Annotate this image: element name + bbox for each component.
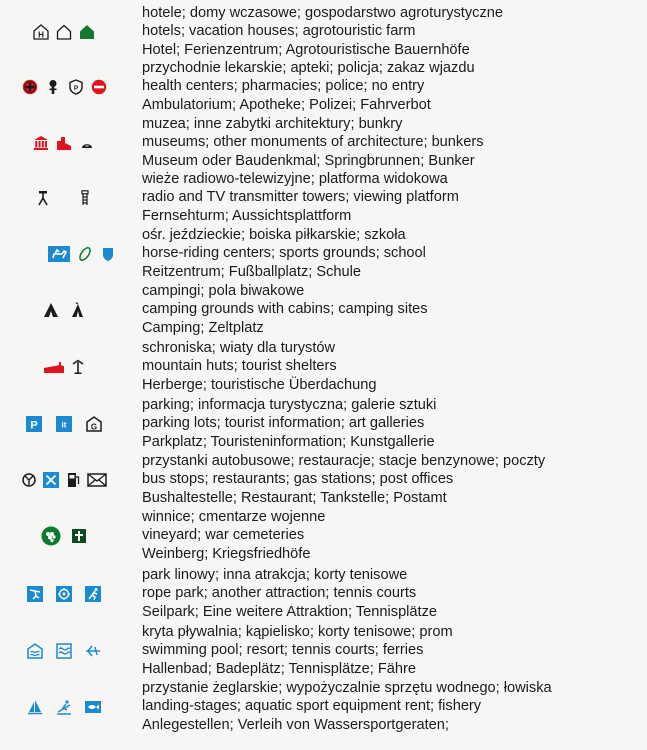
legend-text [142,115,484,170]
label-english: swimming pool; resort; tennis courts; ferries [142,642,424,659]
legend-text [142,4,503,59]
label-english: rope park; another attraction; tennis courts [142,585,417,602]
label-german: Anlegestellen; Verleih von Wassersportgeraten; [142,716,449,733]
legend-icons [0,396,128,452]
bunker-icon [79,135,95,151]
legend-icons [0,226,128,282]
transmitter-tower-icon [35,190,51,206]
art-gallery-icon [86,416,102,432]
label-polish: hotele; domy wczasowe; gospodarstwo agroturystyczne [142,5,503,21]
no-entry-icon [91,79,107,95]
label-german: Ambulatorium; Apotheke; Polizei; Fahrverbot [142,96,431,113]
legend-entry-camping [0,282,647,338]
legend-text [142,226,426,281]
bathing-resort-icon [56,643,72,659]
legend-icons [0,59,128,115]
label-german: Camping; Zeltplatz [142,319,264,336]
label-german: Parkplatz; Touristeninformation; Kunstgallerie [142,433,435,450]
legend-entry-monuments [0,115,647,171]
label-polish: kryta pływalnia; kąpielisko; korty tenisowe; prom [142,624,453,640]
camp-site-icon [69,302,85,318]
label-english: museums; other monuments of architecture; bunkers [142,134,484,151]
legend-entry-swimming [0,623,647,679]
label-german: Museum oder Baudenkmal; Springbrunnen; Bunker [142,152,475,169]
post-office-icon [87,472,107,488]
label-polish: wieże radiowo-telewizyjne; platforma widokowa [142,171,448,187]
label-polish: winnice; cmentarze wojenne [142,509,326,525]
label-german: Bushaltestelle; Restaurant; Tankstelle; Postamt [142,489,447,506]
gas-station-icon [65,472,81,488]
horse-riding-icon [48,246,70,262]
mountain-hut-icon [43,359,65,375]
tennis-court-icon [85,586,101,602]
label-german: Hotel; Ferienzentrum; Agrotouristische Bauernhöfe [142,41,470,58]
sports-ground-icon [77,246,93,262]
legend-text [142,170,459,225]
legend-icons [0,452,128,508]
legend-icons [0,4,128,60]
label-polish: przystanie żeglarskie; wypożyczalnie sprzętu wodnego; łowiska [142,680,552,696]
attraction-icon [56,586,72,602]
label-polish: schroniska; wiaty dla turystów [142,340,336,356]
police-icon [68,79,84,95]
vineyard-icon [41,526,61,546]
legend-entry-services [0,59,647,115]
legend-entry-water-sports [0,679,647,735]
ferry-icon [85,643,101,659]
legend-text [142,623,453,678]
label-polish: park linowy; inna atrakcja; korty tenisowe [142,567,408,583]
parking-icon [26,416,42,432]
label-polish: przystanki autobusowe; restauracje; stacje benzynowe; poczty [142,453,546,469]
rope-park-icon [27,586,43,602]
tourist-information-icon [56,416,72,432]
pharmacy-icon [45,79,61,95]
monument-icon [56,135,72,151]
legend-entry-sports [0,226,647,282]
school-icon [100,246,116,262]
label-polish: przychodnie lekarskie; apteki; policja; zakaz wjazdu [142,60,475,76]
legend-icons [0,508,128,564]
label-english: hotels; vacation houses; agrotouristic farm [142,23,416,40]
sailing-marina-icon [27,699,43,715]
vacation-house-icon [56,24,72,40]
label-german: Weinberg; Kriegsfriedhöfe [142,545,311,562]
legend-icons [0,339,128,395]
label-english: horse-riding centers; sports grounds; school [142,245,426,262]
legend-entry-attractions [0,566,647,622]
legend-icons [0,623,128,679]
fishery-icon [85,699,101,715]
water-equipment-rent-icon [56,699,72,715]
legend-entry-vineyards [0,508,647,564]
swimming-pool-icon [27,643,43,659]
tourist-shelter-icon [70,359,86,375]
label-polish: campingi; pola biwakowe [142,283,305,299]
legend-text [142,396,436,451]
museum-icon [33,135,49,151]
svg-text:P: P [73,85,78,92]
parking-icon-letter: P [30,419,38,432]
legend-icons [0,282,128,338]
legend-text [142,59,475,114]
bus-stop-icon [21,472,37,488]
legend-entry-shelters [0,339,647,395]
label-german: Fernsehturm; Aussichtsplattform [142,207,352,224]
label-english: bus stops; restaurants; gas stations; post offices [142,471,454,488]
label-english: camping grounds with cabins; camping sites [142,301,428,318]
label-polish: muzea; inne zabytki architektury; bunkry [142,116,403,132]
label-english: parking lots; tourist information; art galleries [142,415,425,432]
legend-entry-parking-info [0,396,647,452]
label-english: health centers; pharmacies; police; no entry [142,78,425,95]
legend-text [142,282,428,337]
label-english: landing-stages; aquatic sport equipment rent; fishery [142,698,482,715]
legend-entry-transport [0,452,647,508]
hotel-icon-letter: H [38,30,44,40]
label-german: Herberge; touristische Überdachung [142,376,377,393]
legend-text [142,452,545,507]
label-polish: parking; informacja turystyczna; galerie sztuki [142,397,437,413]
camping-icon [43,302,59,318]
war-cemetery-icon [71,528,87,544]
legend-entry-accommodation [0,4,647,60]
tourist-information-icon-letters: it [61,420,67,430]
label-english: mountain huts; tourist shelters [142,358,337,375]
legend-text [142,566,437,621]
label-polish: ośr. jeździeckie; boiska piłkarskie; szkoła [142,227,406,243]
viewing-platform-icon [77,190,93,206]
legend-icons [0,170,128,226]
legend-text [142,339,376,394]
agrotourist-farm-icon [79,24,95,40]
art-gallery-icon-letter: G [90,422,98,432]
legend-icons [0,115,128,171]
legend-text [142,679,552,734]
label-german: Seilpark; Eine weitere Attraktion; Tennisplätze [142,603,438,620]
label-english: radio and TV transmitter towers; viewing platform [142,189,459,206]
label-german: Hallenbad; Badeplätz; Tennisplätze; Fähre [142,660,416,677]
label-english: vineyard; war cemeteries [142,527,305,544]
label-german: Reitzentrum; Fußballplatz; Schule [142,263,361,280]
legend-text [142,508,325,563]
legend-icons [0,679,128,735]
health-center-icon [22,79,38,95]
legend-entry-towers [0,170,647,226]
hotel-icon [33,24,49,40]
legend-icons [0,566,128,622]
restaurant-icon [43,472,59,488]
